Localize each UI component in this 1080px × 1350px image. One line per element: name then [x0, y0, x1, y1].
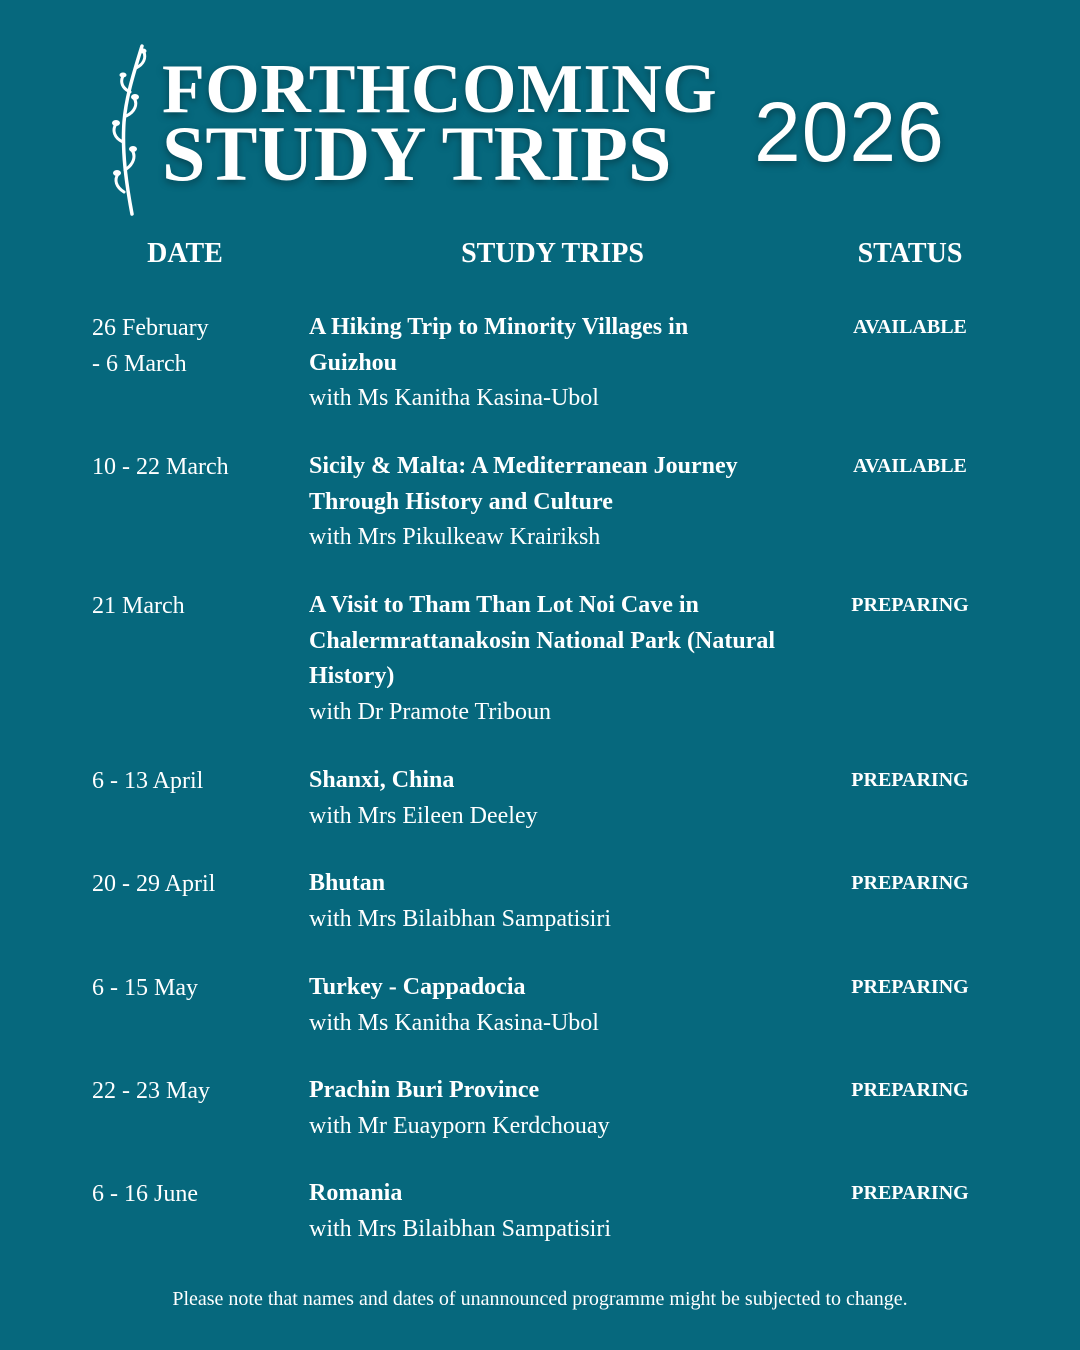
trip-guide: with Mr Euayporn Kerdchouay	[309, 1112, 610, 1139]
trip-date: 20 - 29 April	[92, 871, 216, 897]
trip-guide: with Mrs Bilaibhan Sampatisiri	[309, 1215, 611, 1242]
trip-row	[0, 1176, 1080, 1256]
trip-row	[0, 310, 1080, 449]
trip-title: Romania	[309, 1180, 403, 1206]
year-label: 2026	[754, 85, 945, 179]
trip-guide: with Ms Kanitha Kasina-Ubol	[309, 385, 599, 411]
trip-row	[0, 970, 1080, 1073]
status-badge: PREPARING	[851, 594, 969, 616]
trip-details	[309, 1073, 779, 1144]
title-line-2: STUDY TRIPS	[162, 110, 672, 197]
trip-title: Turkey - Cappadocia	[309, 974, 526, 1000]
trip-row	[0, 588, 1080, 763]
trip-date: 10 - 22 March	[92, 454, 229, 480]
trip-details	[309, 1176, 779, 1247]
trip-title: A Hiking Trip to Minority Villages in Guizhou	[309, 314, 689, 376]
status-badge: PREPARING	[851, 1079, 969, 1101]
status-badge: PREPARING	[851, 872, 969, 894]
trip-list	[0, 310, 1080, 1256]
leaf-sprig-icon	[108, 42, 154, 218]
column-header-date: DATE	[147, 238, 223, 269]
trip-title: Bhutan	[309, 870, 386, 896]
trip-details	[309, 866, 779, 937]
trip-guide: with Mrs Bilaibhan Sampatisiri	[309, 905, 611, 932]
status-badge: PREPARING	[851, 1182, 969, 1204]
title-line-1: FORTHCOMING	[162, 51, 718, 128]
trip-details	[309, 763, 779, 834]
trip-details	[309, 970, 779, 1041]
trip-details	[309, 588, 779, 730]
trip-row	[0, 1073, 1080, 1176]
trip-date: 21 March	[92, 593, 185, 619]
trip-details	[309, 310, 779, 417]
page-header	[0, 0, 1080, 230]
trip-row	[0, 866, 1080, 970]
trip-title: Prachin Buri Province	[309, 1077, 540, 1103]
column-header-status: STATUS	[857, 238, 963, 269]
trip-guide: with Mrs Pikulkeaw Krairiksh	[309, 524, 601, 550]
trip-title: Sicily & Malta: A Mediterranean Journey Through History and Culture	[309, 453, 738, 515]
status-badge: AVAILABLE	[853, 455, 967, 477]
trip-date: 26 February - 6 March	[92, 315, 209, 377]
trip-details	[309, 449, 779, 556]
trip-guide: with Mrs Eileen Deeley	[309, 802, 538, 829]
trip-guide: with Ms Kanitha Kasina-Ubol	[309, 1009, 599, 1036]
trip-date: 6 - 13 April	[92, 768, 204, 794]
footer-note: Please note that names and dates of unannounced programme might be subjected to change.	[172, 1288, 908, 1310]
trip-row	[0, 449, 1080, 588]
status-badge: PREPARING	[851, 976, 969, 998]
trip-title: Shanxi, China	[309, 767, 455, 793]
page-title	[162, 51, 718, 197]
trip-row	[0, 763, 1080, 866]
trip-date: 6 - 16 June	[92, 1181, 198, 1207]
trip-date: 22 - 23 May	[92, 1078, 210, 1104]
trip-guide: with Dr Pramote Triboun	[309, 698, 552, 725]
status-badge: AVAILABLE	[853, 316, 967, 338]
status-badge: PREPARING	[851, 769, 969, 791]
trip-title: A Visit to Tham Than Lot Noi Cave in Chalermrattanakosin National Park (Natural History)	[309, 592, 775, 689]
column-header-trips: STUDY TRIPS	[461, 238, 644, 269]
trip-date: 6 - 15 May	[92, 975, 198, 1001]
